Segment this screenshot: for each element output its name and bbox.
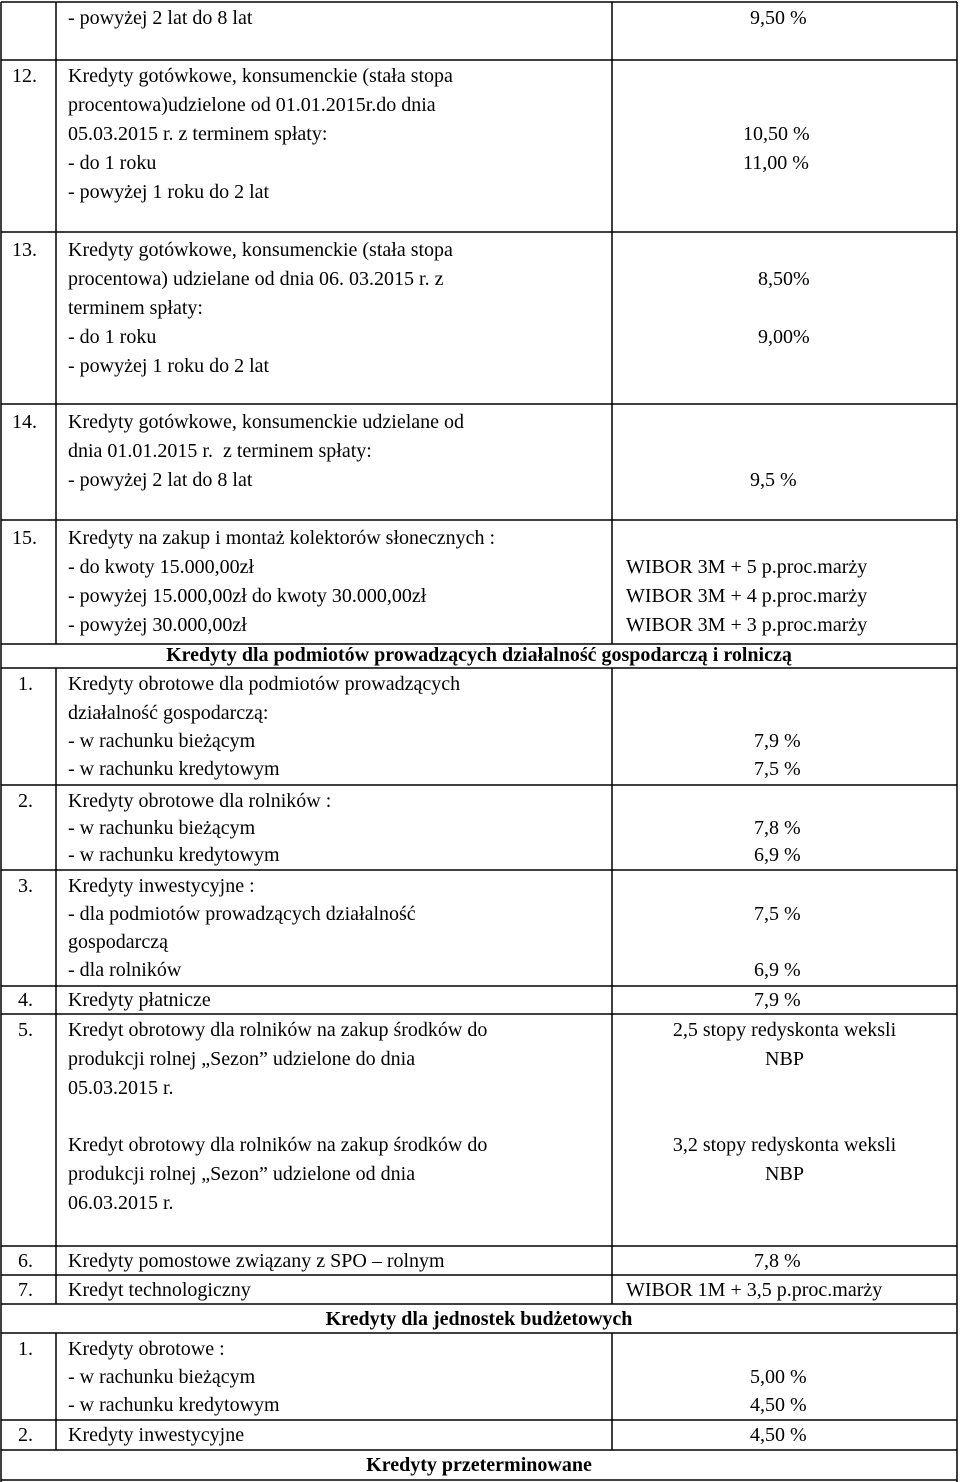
row-number: 2. xyxy=(18,790,33,812)
row-desc-line: Kredyty gotówkowe, konsumenckie udzielane od xyxy=(68,411,465,433)
row-number: 12. xyxy=(12,65,37,87)
row-value: 7,9 % xyxy=(754,730,801,752)
row-desc-line: - w rachunku bieżącym xyxy=(68,1366,256,1388)
row-number: 1. xyxy=(18,1338,33,1360)
row-desc-line: procentowa) udzielane od dnia 06. 03.2015 r. z xyxy=(68,268,444,290)
row-value: NBP xyxy=(765,1163,804,1185)
row-desc-line: Kredyty obrotowe : xyxy=(68,1338,225,1360)
row-desc-line: dnia 01.01.2015 r. z terminem spłaty: xyxy=(68,440,372,462)
row-desc-line: 05.03.2015 r. xyxy=(68,1077,174,1099)
row-value: 5,00 % xyxy=(750,1366,807,1388)
row-value: 7,8 % xyxy=(754,817,801,839)
row-desc-line: Kredyty inwestycyjne : xyxy=(68,875,255,897)
row-value: 9,50 % xyxy=(750,7,807,29)
row-desc-line: Kredyt obrotowy dla rolników na zakup środków do xyxy=(68,1134,488,1156)
row-desc-line: terminem spłaty: xyxy=(68,297,203,319)
row-desc-line: produkcji rolnej „Sezon” udzielone do dnia xyxy=(68,1048,416,1070)
row-desc-line: 06.03.2015 r. xyxy=(68,1192,174,1214)
row-desc-line: Kredyt technologiczny xyxy=(68,1279,251,1301)
row-value: 7,5 % xyxy=(754,758,801,780)
row-desc-line: Kredyty obrotowe dla podmiotów prowadzących xyxy=(68,673,461,695)
row-desc-line: Kredyty inwestycyjne xyxy=(68,1424,245,1446)
row-desc-line: 05.03.2015 r. z terminem spłaty: xyxy=(68,123,328,145)
row-number: 4. xyxy=(18,989,33,1011)
row-desc-line: - w rachunku kredytowym xyxy=(68,758,280,780)
section-heading: Kredyty dla podmiotów prowadzących działalność gospodarczą i rolniczą xyxy=(166,644,792,666)
row-desc-line: - w rachunku bieżącym xyxy=(68,817,256,839)
row-desc-line: - powyżej 2 lat do 8 lat xyxy=(68,7,253,29)
row-number: 1. xyxy=(18,673,33,695)
row-desc-line: gospodarczą xyxy=(68,931,168,953)
row-desc-line: procentowa)udzielone od 01.01.2015r.do dnia xyxy=(68,94,436,116)
row-value: 2,5 stopy redyskonta weksli xyxy=(672,1019,897,1041)
row-desc-line: Kredyty płatnicze xyxy=(68,989,211,1011)
row-number: 3. xyxy=(18,875,33,897)
row-desc-line: - do kwoty 15.000,00zł xyxy=(68,556,255,578)
row-desc-line: - powyżej 2 lat do 8 lat xyxy=(68,469,253,491)
row-value: 6,9 % xyxy=(754,844,801,866)
row-desc-line: - w rachunku kredytowym xyxy=(68,844,280,866)
row-value: 7,8 % xyxy=(754,1250,801,1272)
row-value: 8,50% xyxy=(758,268,810,290)
row-number: 2. xyxy=(18,1424,33,1446)
row-desc-line: Kredyty na zakup i montaż kolektorów słonecznych : xyxy=(68,527,496,549)
row-number: 5. xyxy=(18,1019,33,1041)
row-desc-line: - powyżej 1 roku do 2 lat xyxy=(68,355,270,377)
row-value: WIBOR 3M + 3 p.proc.marży xyxy=(626,614,868,636)
row-value: 3,2 stopy redyskonta weksli xyxy=(672,1134,897,1156)
row-number: 7. xyxy=(18,1279,33,1301)
row-desc-line: Kredyt obrotowy dla rolników na zakup środków do xyxy=(68,1019,488,1041)
row-value: 9,00% xyxy=(758,326,810,348)
row-desc-line: Kredyty gotówkowe, konsumenckie (stała stopa xyxy=(68,65,453,87)
row-value: NBP xyxy=(765,1048,804,1070)
row-value: 6,9 % xyxy=(754,959,801,981)
row-value: 4,50 % xyxy=(750,1394,807,1416)
row-desc-line: - dla rolników xyxy=(68,959,182,981)
row-value: WIBOR 3M + 4 p.proc.marży xyxy=(626,585,868,607)
row-number: 14. xyxy=(12,411,37,433)
row-desc-line: - do 1 roku xyxy=(68,326,157,348)
row-desc-line: - powyżej 15.000,00zł do kwoty 30.000,00zł xyxy=(68,585,427,607)
row-number: 6. xyxy=(18,1250,33,1272)
row-desc-line: - powyżej 1 roku do 2 lat xyxy=(68,181,270,203)
row-number: 15. xyxy=(12,527,37,549)
row-value: 7,5 % xyxy=(754,903,801,925)
row-desc-line: Kredyty gotówkowe, konsumenckie (stała stopa xyxy=(68,239,453,261)
row-desc-line: - powyżej 30.000,00zł xyxy=(68,614,247,636)
row-desc-line: - dla podmiotów prowadzących działalność xyxy=(68,903,416,925)
row-desc-line: - w rachunku bieżącym xyxy=(68,730,256,752)
row-value: 4,50 % xyxy=(750,1424,807,1446)
row-number: 13. xyxy=(12,239,37,261)
row-desc-line: Kredyty obrotowe dla rolników : xyxy=(68,790,332,812)
row-desc-line: produkcji rolnej „Sezon” udzielone od dnia xyxy=(68,1163,416,1185)
row-desc-line: Kredyty pomostowe związany z SPO – rolnym xyxy=(68,1250,445,1272)
row-value: WIBOR 3M + 5 p.proc.marży xyxy=(626,556,868,578)
row-value: 7,9 % xyxy=(754,989,801,1011)
section-heading: Kredyty dla jednostek budżetowych xyxy=(325,1308,633,1330)
row-value: WIBOR 1M + 3,5 p.proc.marży xyxy=(626,1279,883,1301)
row-desc-line: - do 1 roku xyxy=(68,152,157,174)
row-desc-line: - w rachunku kredytowym xyxy=(68,1394,280,1416)
row-desc-line: działalność gospodarczą: xyxy=(68,702,269,724)
section-heading: Kredyty przeterminowane xyxy=(366,1454,592,1476)
row-value: 11,00 % xyxy=(743,152,809,174)
row-value: 9,5 % xyxy=(750,469,797,491)
row-value: 10,50 % xyxy=(743,123,810,145)
